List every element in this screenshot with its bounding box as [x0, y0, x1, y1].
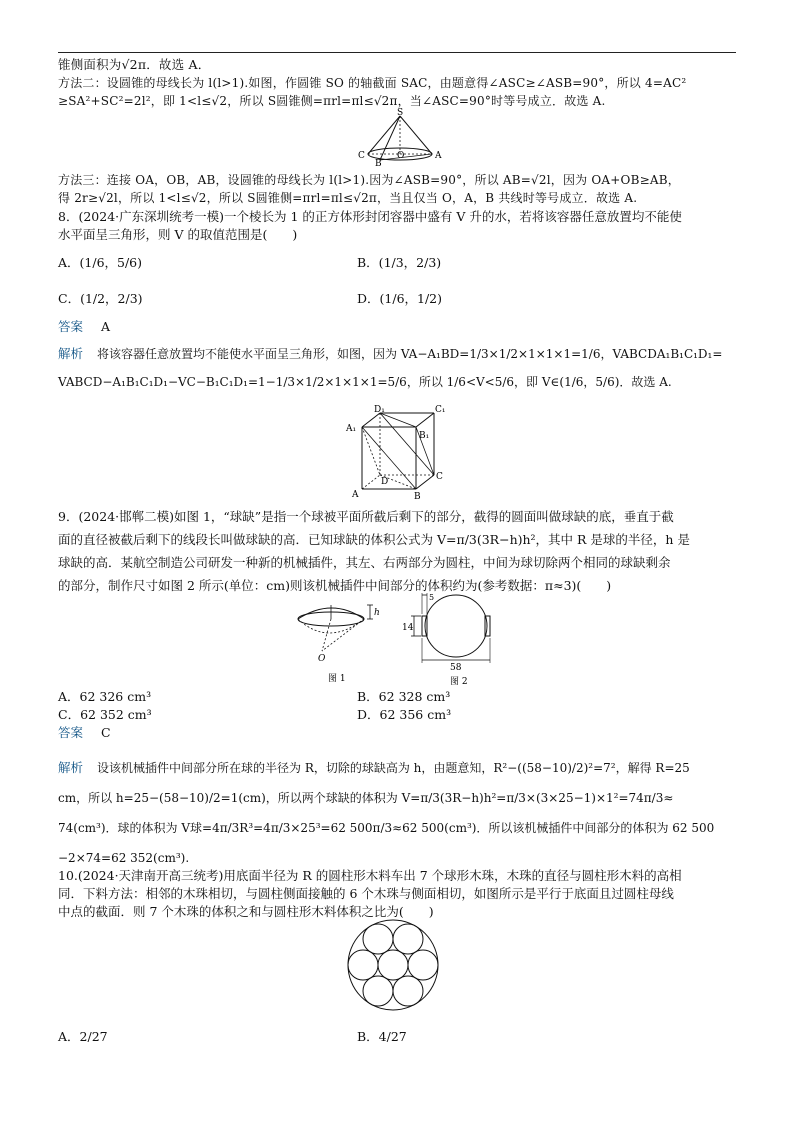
q8-analysis-line2: VABCD−A₁B₁C₁D₁−VC−B₁C₁D₁=1−1/3×1/2×1×1×1=5/6，所以 1/6<V<5/6，即 V∈(1/6，5/6)．故选 A.	[58, 375, 672, 389]
cube-label-b: B	[414, 492, 421, 499]
fig2-caption: 图 2	[450, 677, 468, 687]
q9-option-a: A．62 326 cm³	[58, 689, 152, 704]
cone-label-b: B	[375, 159, 382, 166]
q10-option-a: A．2/27	[58, 1029, 108, 1044]
q8-analysis-line1: 将该容器任意放置均不能使水平面呈三角形，如图，因为 VA−A₁BD=1/3×1/2×1×1×1=1/6，VABCDA₁B₁C₁D₁=	[97, 347, 723, 361]
cube-label-c: C	[436, 472, 443, 482]
method2-line1: 方法二：设圆锥的母线长为 l(l>1).如图，作圆锥 SO 的轴截面 SAC，由题意得∠ASC≥∠ASB=90°，所以 4=AC²	[58, 76, 687, 90]
q8-stem-line2: 水平面呈三角形，则 V 的取值范围是( )	[58, 227, 298, 242]
q8-analysis	[58, 345, 738, 391]
cone-figure	[352, 108, 444, 166]
cube-label-a: A	[352, 490, 359, 499]
fig2-label-14: 14	[402, 623, 414, 633]
q9-analysis-line1: 设该机械插件中间部分所在球的半径为 R，切除的球缺高为 h，由题意知，R²−((58−10)/2)²=7²，解得 R=25	[97, 761, 690, 775]
cube-label-b1: B₁	[419, 431, 430, 441]
q9-answer-row	[58, 724, 111, 742]
q8-option-d: D．(1/6，1/2)	[357, 291, 443, 306]
q8-option-c: C．(1/2，2/3)	[58, 291, 143, 306]
fig2-label-5: 5	[429, 593, 435, 602]
q9-stem	[58, 505, 738, 597]
q8-answer-value: A	[101, 319, 111, 334]
q9-analysis	[58, 753, 738, 873]
method2-block	[58, 74, 738, 110]
q8-stem	[58, 208, 738, 244]
q10-option-b: B．4/27	[357, 1029, 407, 1044]
fig1-caption: 图 1	[328, 674, 346, 684]
q9-analysis-line3: 74(cm³)．球的体积为 V球=4π/3R³=4π/3×25³=62 500π/3≈62 500(cm³)．所以该机械插件中间部分的体积为 62 500	[58, 821, 715, 835]
method2-tail-text: 锥侧面积为√2π．故选 A．	[58, 57, 211, 72]
cone-label-s: S	[397, 108, 404, 118]
cube-label-c1: C₁	[435, 405, 446, 415]
q8-answer-label: 答案	[58, 319, 84, 334]
q9-option-b: B．62 328 cm³	[357, 689, 451, 704]
fig1-label-o: O	[318, 654, 326, 664]
q9-stem-line3: 球缺的高．某航空制造公司研发一种新的机械插件，其左、右两部分为圆柱，中间为球切除两个相同的球缺剩余	[58, 555, 671, 570]
q10-stem-line1: 10.(2024·天津南开高三统考)用底面半径为 R 的圆柱形木料车出 7 个球形木珠，木珠的直径与圆柱形木料的高相	[58, 868, 682, 883]
q8-answer-row	[58, 318, 110, 336]
q8-stem-line1: 8．(2024·广东深圳统考一模)一个棱长为 1 的正方体形封闭容器中盛有 V 升的水，若将该容器任意放置均不能使	[58, 209, 682, 224]
q8-option-b: B．(1/3，2/3)	[357, 255, 442, 270]
method3-block	[58, 171, 738, 207]
q10-stem	[58, 867, 738, 921]
cube-figure	[340, 405, 450, 499]
q9-stem-line4: 的部分，制作尺寸如图 2 所示(单位：cm)则该机械插件中间部分的体积约为(参考数据：π≈3)( )	[58, 578, 612, 593]
cube-label-d1: D₁	[374, 405, 385, 415]
q10-stem-line3: 中点的截面．则 7 个木珠的体积之和与圆柱形木料体积之比为( )	[58, 904, 434, 919]
method2-tail	[58, 56, 738, 74]
insert-figure	[402, 592, 506, 688]
q9-option-d: D．62 356 cm³	[357, 707, 452, 722]
cube-label-a1: A₁	[346, 424, 357, 434]
fig2-label-58: 58	[450, 663, 462, 673]
method3-line2: 得 2r≥√2l，所以 1<l≤√2，所以 S圆锥侧=πrl=πl≤√2π，当且仅当 O，A，B 共线时等号成立．故选 A.	[58, 191, 638, 205]
cone-label-o: O	[397, 151, 405, 161]
q9-stem-line1: 9．(2024·邯郸二模)如图 1，“球缺”是指一个球被平面所截后剩下的部分，截得的圆面叫做球缺的底，垂直于截	[58, 509, 674, 524]
q8-option-a: A．(1/6，5/6)	[58, 255, 143, 270]
header-rule	[58, 52, 736, 53]
spherical-cap-figure	[292, 597, 382, 687]
fig1-label-h: h	[374, 608, 380, 618]
q9-analysis-line2: cm，所以 h=25−(58−10)/2=1(cm)，所以两个球缺的体积为 V=π/3(3R−h)h²=π/3×(3×25−1)×1²=74π/3≈	[58, 791, 674, 805]
cone-label-a: A	[435, 151, 442, 161]
q9-option-c: C．62 352 cm³	[58, 707, 152, 722]
cone-label-c: C	[358, 151, 365, 161]
q9-stem-line2: 面的直径被截后剩下的线段长叫做球缺的高．已知球缺的体积公式为 V=π/3(3R−h)h²，其中 R 是球的半径，h 是	[58, 532, 690, 547]
q9-answer-value: C	[101, 725, 111, 740]
seven-beads-figure	[346, 918, 440, 1012]
cube-label-d: D	[381, 477, 389, 487]
q10-stem-line2: 同．下料方法：相邻的木珠相切，与圆柱侧面接触的 6 个木珠与侧面相切，如图所示是平行于底面且过圆柱母线	[58, 886, 674, 901]
method3-line1: 方法三：连接 OA，OB，AB，设圆锥的母线长为 l(l>1).因为∠ASB=90°，所以 AB=√2l，因为 OA+OB≥AB，	[58, 173, 680, 187]
q9-analysis-label: 解析	[58, 760, 84, 775]
q9-answer-label: 答案	[58, 725, 84, 740]
method2-line2: ≥SA²+SC²=2l²，即 1<l≤√2，所以 S圆锥侧=πrl=πl≤√2π，当∠ASC=90°时等号成立．故选 A.	[58, 94, 606, 108]
q8-analysis-label: 解析	[58, 346, 84, 361]
q9-analysis-line4: −2×74=62 352(cm³).	[58, 851, 190, 865]
